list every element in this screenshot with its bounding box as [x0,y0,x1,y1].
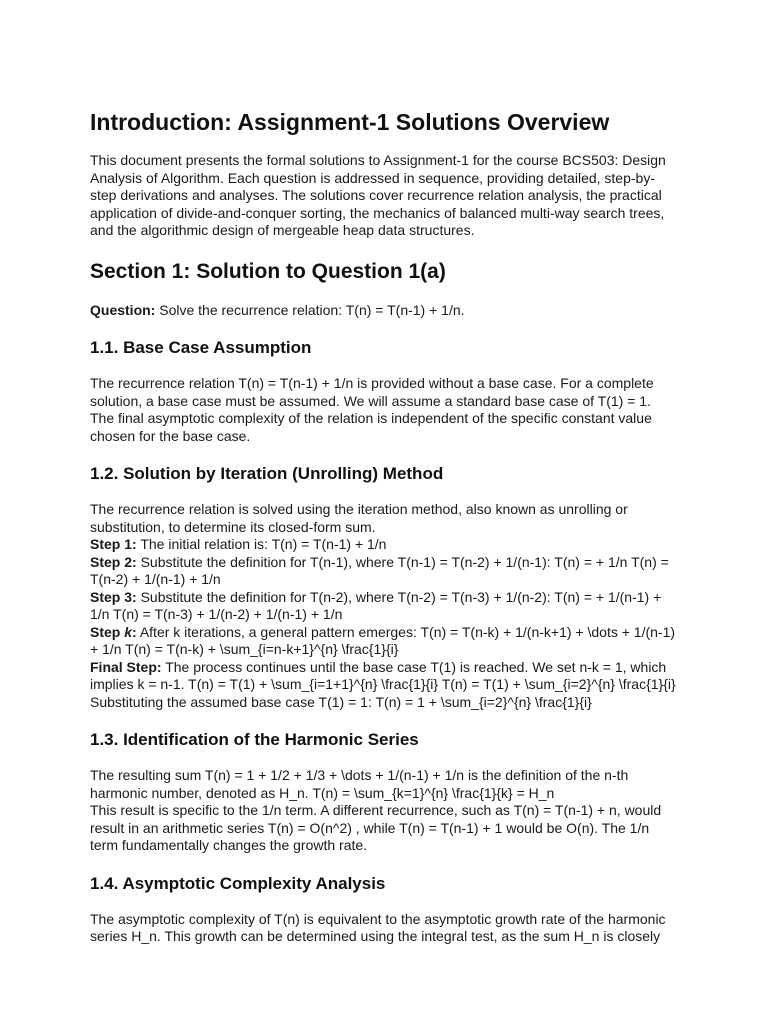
step-1 [90,536,678,554]
section-1-heading: Section 1: Solution to Question 1(a) [90,259,446,283]
question-paragraph [90,302,678,320]
step-3 [90,589,678,624]
iteration-intro: The recurrence relation is solved using the iteration method, also known as unrolling or substitution, to determine its closed-form sum. [90,501,628,535]
document-title: Introduction: Assignment-1 Solutions Overview [90,109,610,135]
iteration-steps [90,501,678,711]
step-k-label: Step k: [90,623,137,640]
step-1-text: The initial relation is: T(n) = T(n-1) + 1/n [136,536,387,552]
step-3-text: Substitute the definition for T(n-2), where T(n-2) = T(n-3) + 1/(n-2): T(n) = + 1/(n-1) + 1/n T(n) = T(n-3) + 1/(n-2) + 1/(n-1) + 1/n [90,588,662,622]
step-3-label: Step 3: [90,588,137,605]
final-step-text: The process continues until the base case T(1) is reached. We set n-k = 1, which implies k = n-1. T(n) = T(1) + \sum_{i=1+1}^{n} \frac{1}{i} T(n) = T(1) + \sum_{i=2}^{n} \frac{1}{i} [90,658,676,692]
final-step-substitution: Substituting the assumed base case T(1) = 1: T(n) = 1 + \sum_{i=2}^{n} \frac{1}{i} [90,693,592,710]
step-2-text: Substitute the definition for T(n-1), where T(n-1) = T(n-2) + 1/(n-1): T(n) = + 1/n T(n) = T(n-2) + 1/(n-1) + 1/n [90,553,669,587]
step-2-label: Step 2: [90,553,137,570]
asymptotic-paragraph: The asymptotic complexity of T(n) is equivalent to the asymptotic growth rate of the harmonic series H_n. This growth can be determined using the integral test, as the sum H_n is closely [90,910,666,944]
subsection-1-3-heading: 1.3. Identification of the Harmonic Series [90,730,419,749]
step-2 [90,554,678,589]
final-step-label: Final Step: [90,658,162,675]
step-1-label: Step 1: [90,536,137,552]
step-k [90,624,678,659]
step-k-text: After k iterations, a general pattern emerges: T(n) = T(n-k) + 1/(n-k+1) + \dots + 1/(n-1) + 1/n T(n) = T(n-k) + \sum_{i=n-k+1}^{n} \frac{1}{i} [90,623,676,657]
harmonic-paragraph-2: This result is specific to the 1/n term. A different recurrence, such as T(n) = T(n-1) + n, would result in an arithmetic series T(n) = O(n^2) , while T(n) = T(n-1) + 1 would be O(n). The 1/n term fundamentally changes the growth rate. [90,802,662,853]
base-case-paragraph: The recurrence relation T(n) = T(n-1) + 1/n is provided without a base case. For a complete solution, a base case must be assumed. We will assume a standard base case of T(1) = 1. The final asymptotic complexity of the relation is independent of the specific constant value chosen for the base case. [90,375,654,444]
intro-paragraph: This document presents the formal solutions to Assignment-1 for the course BCS503: Design Analysis of Algorithm. Each question is addressed in sequence, providing detailed, step-by-step derivations and analyses. The solutions cover recurrence relation analysis, the practical application of divide-and-conquer sorting, the mechanics of balanced multi-way search trees, and the algorithmic design of mergeable heap data structures. [90,152,666,238]
final-step [90,659,678,694]
subsection-1-2-heading: 1.2. Solution by Iteration (Unrolling) Method [90,464,444,483]
question-label: Question: [90,301,156,318]
harmonic-paragraph-1: The resulting sum T(n) = 1 + 1/2 + 1/3 + \dots + 1/(n-1) + 1/n is the definition of the n-th harmonic number, denoted as H_n. T(n) = \sum_{k=1}^{n} \frac{1}{k} = H_n [90,767,629,801]
subsection-1-4-heading: 1.4. Asymptotic Complexity Analysis [90,873,386,893]
question-text: Solve the recurrence relation: T(n) = T(n-1) + 1/n. [155,301,465,318]
subsection-1-1-heading: 1.1. Base Case Assumption [90,338,312,357]
